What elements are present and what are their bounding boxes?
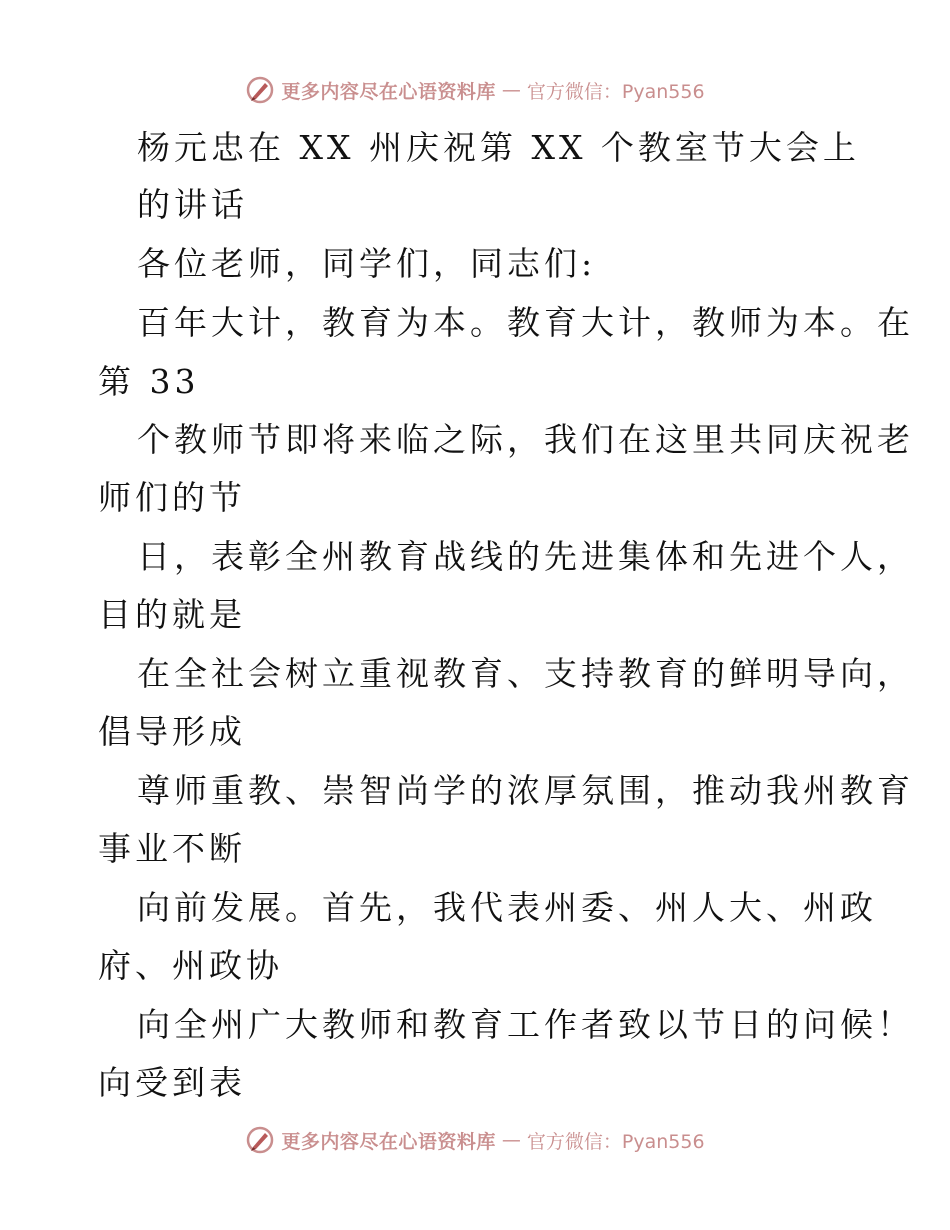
doc-paragraph-line: 目的就是 xyxy=(98,595,246,634)
doc-salutation: 各位老师，同学们，同志们: xyxy=(137,244,597,283)
pen-seal-icon xyxy=(245,1125,275,1155)
doc-paragraph-line: 第 33 xyxy=(98,362,200,401)
doc-paragraph-line: 向前发展。首先，我代表州委、州人大、州政 xyxy=(137,888,877,927)
doc-paragraph-line: 府、州政协 xyxy=(98,946,283,985)
doc-paragraph-line: 个教师节即将来临之际，我们在这里共同庆祝老 xyxy=(137,420,914,459)
watermark-account-text: 官方微信：Pyan556 xyxy=(526,1130,705,1153)
doc-paragraph-line: 倡导形成 xyxy=(98,712,246,751)
watermark-separator: — xyxy=(501,79,521,101)
doc-title-line-2: 的讲话 xyxy=(137,185,248,224)
watermark-separator: — xyxy=(501,1129,521,1151)
watermark-site-text: 更多内容尽在心语资料库 xyxy=(281,1130,496,1153)
watermark-account-text: 官方微信：Pyan556 xyxy=(526,80,705,103)
doc-paragraph-line: 日，表彰全州教育战线的先进集体和先进个人， xyxy=(137,537,914,576)
doc-paragraph-line: 向受到表 xyxy=(98,1063,246,1102)
doc-paragraph-line: 尊师重教、崇智尚学的浓厚氛围，推动我州教育 xyxy=(137,771,914,810)
doc-paragraph-line: 在全社会树立重视教育、支持教育的鲜明导向， xyxy=(137,654,914,693)
pen-seal-icon xyxy=(245,75,275,105)
header-watermark xyxy=(0,70,950,110)
doc-title-line-1: 杨元忠在 XX 州庆祝第 XX 个教室节大会上 xyxy=(137,128,860,167)
doc-paragraph-line: 事业不断 xyxy=(98,829,246,868)
doc-paragraph-line: 向全州广大教师和教育工作者致以节日的问候！ xyxy=(137,1005,914,1044)
doc-paragraph-line: 百年大计，教育为本。教育大计，教师为本。在 xyxy=(137,303,914,342)
footer-watermark xyxy=(0,1120,950,1160)
watermark-site-text: 更多内容尽在心语资料库 xyxy=(281,80,496,103)
doc-paragraph-line: 师们的节 xyxy=(98,478,246,517)
